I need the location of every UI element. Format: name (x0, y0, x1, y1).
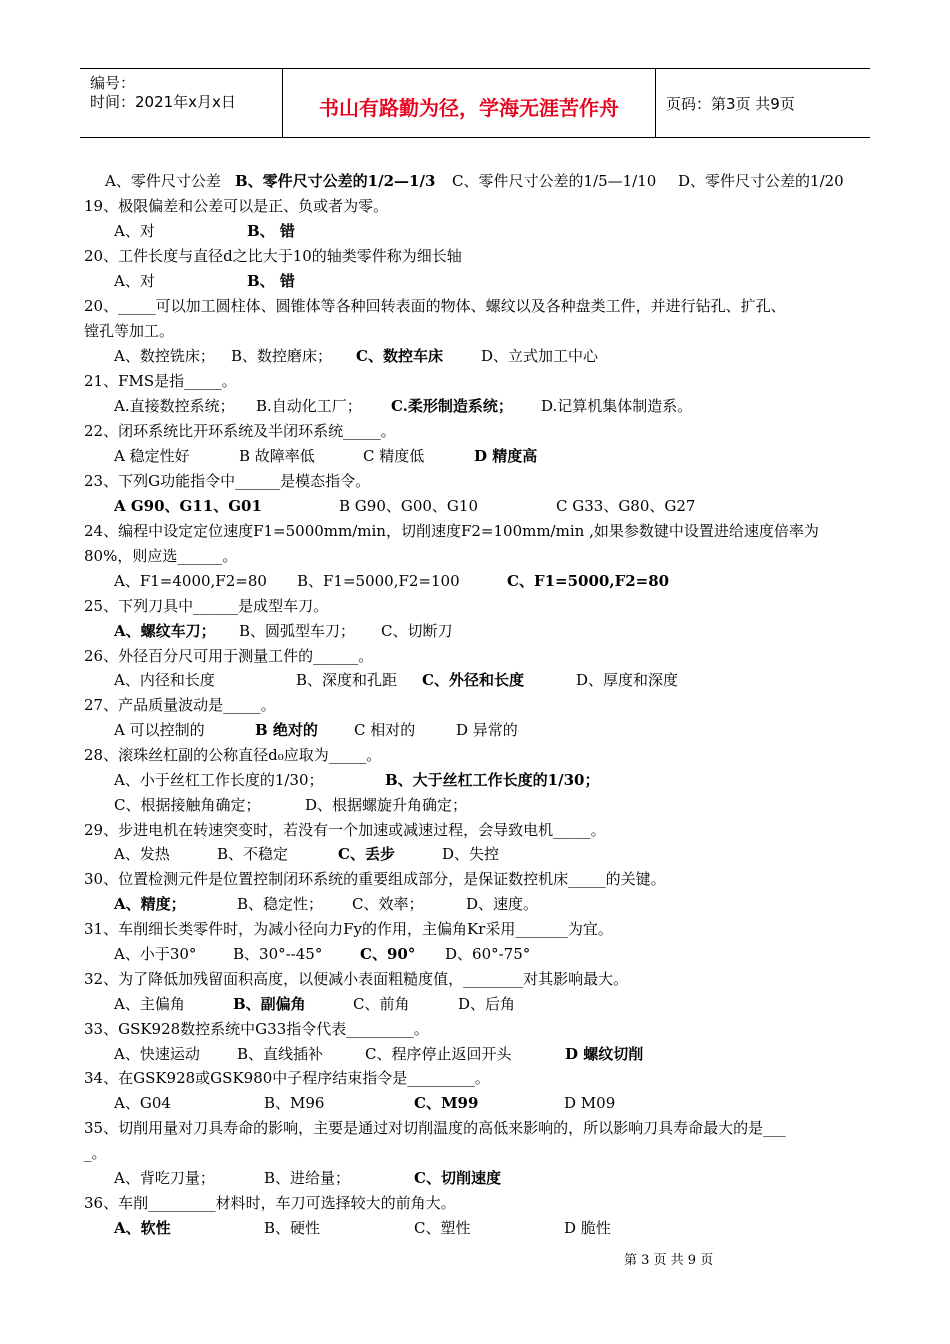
answer-option: D、立式加工中心 (481, 347, 599, 365)
answer-option: A、G04 (114, 1094, 171, 1112)
correct-answer-option: C、数控车床 (356, 347, 443, 365)
answer-option: A、零件尺寸公差 (105, 172, 221, 190)
answer-option: A、F1=4000,F2=80 (114, 572, 267, 590)
answer-option: B、不稳定 (217, 845, 289, 863)
correct-answer-option: A G90、G11、G01 (114, 497, 262, 515)
answer-option: B、F1=5000,F2=100 (297, 572, 460, 590)
correct-answer-option: B、 错 (247, 222, 295, 240)
answer-option: D、零件尺寸公差的1/20 (678, 172, 844, 190)
answer-option: B、直线插补 (237, 1045, 324, 1063)
answer-option: B.自动化工厂； (256, 397, 362, 415)
answer-option: D、后角 (458, 995, 516, 1013)
question-text: 24、编程中设定定位速度F1=5000mm/min，切削速度F2=100mm/min ,如果参数键中设置进给速度倍率为 (84, 522, 819, 540)
question-text: 33、GSK928数控系统中G33指令代表_________。 (84, 1020, 429, 1038)
answer-option: C、前角 (353, 995, 410, 1013)
correct-answer-option: D 螺纹切削 (565, 1045, 644, 1063)
header-motto-cell (282, 69, 656, 137)
correct-answer-option: A、软性 (114, 1219, 171, 1237)
correct-answer-option: B 绝对的 (255, 721, 318, 739)
answer-option: B、M96 (264, 1094, 325, 1112)
answer-option: A 稳定性好 (114, 447, 190, 465)
time-label: 时间：2021年x月x日 (90, 93, 236, 111)
correct-answer-option: B、 错 (247, 272, 295, 290)
answer-option: D 脆性 (564, 1219, 611, 1237)
question-text: 镗孔等加工。 (84, 322, 175, 340)
answer-option: D、厚度和深度 (576, 671, 679, 689)
answer-option: B G90、G00、G10 (339, 497, 478, 515)
question-text: 20、_____可以加工圆柱体、圆锥体等各种回转表面的物体、螺纹以及各种盘类工件，并进行钻孔、扩孔、 (84, 297, 786, 315)
answer-option: A、数控铣床； (114, 347, 215, 365)
answer-option: A、发热 (114, 845, 170, 863)
answer-option: B、30°--45° (233, 945, 323, 963)
question-text: _。 (84, 1144, 107, 1162)
correct-answer-option: A、螺纹车刀； (114, 622, 216, 640)
answer-option: D 异常的 (456, 721, 518, 739)
header-page-cell (656, 69, 870, 137)
answer-option: B、深度和孔距 (296, 671, 398, 689)
answer-option: C、切断刀 (381, 622, 453, 640)
answer-option: B、稳定性； (237, 895, 324, 913)
question-text: 31、车削细长类零件时，为减小径向力Fy的作用，主偏角Kr采用_______为宜。 (84, 920, 613, 938)
answer-option: B 故障率低 (239, 447, 315, 465)
answer-option: C、塑性 (414, 1219, 471, 1237)
answer-option: D、根据螺旋升角确定； (305, 796, 468, 814)
answer-option: C 精度低 (363, 447, 425, 465)
answer-option: C、根据接触角确定； (114, 796, 261, 814)
answer-option: A、小于30° (114, 945, 197, 963)
question-text: 21、FMS是指_____。 (84, 372, 237, 390)
answer-option: D M09 (564, 1094, 616, 1112)
correct-answer-option: C、F1=5000,F2=80 (507, 572, 670, 590)
correct-answer-option: A、精度； (114, 895, 186, 913)
answer-option: C G33、G80、G27 (556, 497, 696, 515)
answer-option: A、快速运动 (114, 1045, 200, 1063)
page-number-label: 页码：第3页 共9页 (666, 95, 795, 113)
answer-option: A、对 (114, 272, 155, 290)
correct-answer-option: C、丢步 (338, 845, 395, 863)
correct-answer-option: C、切削速度 (414, 1169, 501, 1187)
answer-option: A、小于丝杠工作长度的1/30； (114, 771, 324, 789)
answer-option: D、速度。 (466, 895, 539, 913)
answer-option: C、程序停止返回开头 (365, 1045, 512, 1063)
answer-option: C 相对的 (354, 721, 416, 739)
answer-option: A、背吃刀量； (114, 1169, 215, 1187)
serial-label: 编号： (90, 74, 136, 92)
question-text: 34、在GSK928或GSK980中子程序结束指令是_________。 (84, 1069, 490, 1087)
answer-option: A、主偏角 (114, 995, 185, 1013)
question-text: 27、产品质量波动是_____。 (84, 696, 276, 714)
answer-option: D、60°-75° (445, 945, 531, 963)
question-text: 35、切削用量对刀具寿命的影响，主要是通过对切削温度的高低来影响的，所以影响刀具寿命最大的是___ (84, 1119, 786, 1137)
question-text: 22、闭环系统比开环系统及半闭环系统_____。 (84, 422, 396, 440)
question-text: 25、下列刀具中______是成型车刀。 (84, 597, 329, 615)
motto: 书山有路勤为径，学海无涯苦作舟 (319, 96, 619, 120)
question-text: 36、车削_________材料时，车刀可选择较大的前角大。 (84, 1194, 456, 1212)
answer-option: A、内径和长度 (114, 671, 215, 689)
page-header (80, 68, 870, 138)
answer-option: B、圆弧型车刀； (239, 622, 356, 640)
answer-option: D.记算机集体制造系。 (541, 397, 693, 415)
answer-option: B、数控磨床； (231, 347, 333, 365)
question-text: 29、步进电机在转速突变时，若没有一个加速或减速过程，会导致电机_____。 (84, 821, 606, 839)
question-text: 26、外径百分尺可用于测量工件的______。 (84, 647, 374, 665)
answer-option: A、对 (114, 222, 155, 240)
answer-option: A 可以控制的 (114, 721, 205, 739)
correct-answer-option: D 精度高 (474, 447, 538, 465)
header-meta-cell (80, 69, 282, 137)
correct-answer-option: C、90° (360, 945, 416, 963)
question-text: 20、工件长度与直径d之比大于10的轴类零件称为细长轴 (84, 247, 462, 265)
question-text: 80%，则应选______。 (84, 547, 238, 565)
question-text: 28、滚珠丝杠副的公称直径d₀应取为_____。 (84, 746, 382, 764)
correct-answer-option: C.柔形制造系统； (391, 397, 513, 415)
correct-answer-option: B、副偏角 (233, 995, 306, 1013)
correct-answer-option: B、零件尺寸公差的1/2—1/3 (235, 172, 436, 190)
question-text: 23、下列G功能指令中______是模态指令。 (84, 472, 371, 490)
answer-option: A.直接数控系统； (114, 397, 235, 415)
correct-answer-option: C、M99 (414, 1094, 479, 1112)
question-text: 19、极限偏差和公差可以是正、负或者为零。 (84, 197, 389, 215)
answer-option: D、失控 (442, 845, 500, 863)
correct-answer-option: B、大于丝杠工作长度的1/30； (385, 771, 600, 789)
question-text: 32、为了降低加残留面积高度，以便减小表面粗糙度值，________对其影响最大。 (84, 970, 629, 988)
correct-answer-option: C、外径和长度 (422, 671, 524, 689)
answer-option: C、零件尺寸公差的1/5—1/10 (452, 172, 657, 190)
answer-option: C、效率； (352, 895, 424, 913)
answer-option: B、硬性 (264, 1219, 321, 1237)
answer-option: B、进给量； (264, 1169, 351, 1187)
question-text: 30、位置检测元件是位置控制闭环系统的重要组成部分，是保证数控机床_____的关键。 (84, 870, 666, 888)
page-footer: 第 3 页 共 9 页 (624, 1253, 714, 1268)
